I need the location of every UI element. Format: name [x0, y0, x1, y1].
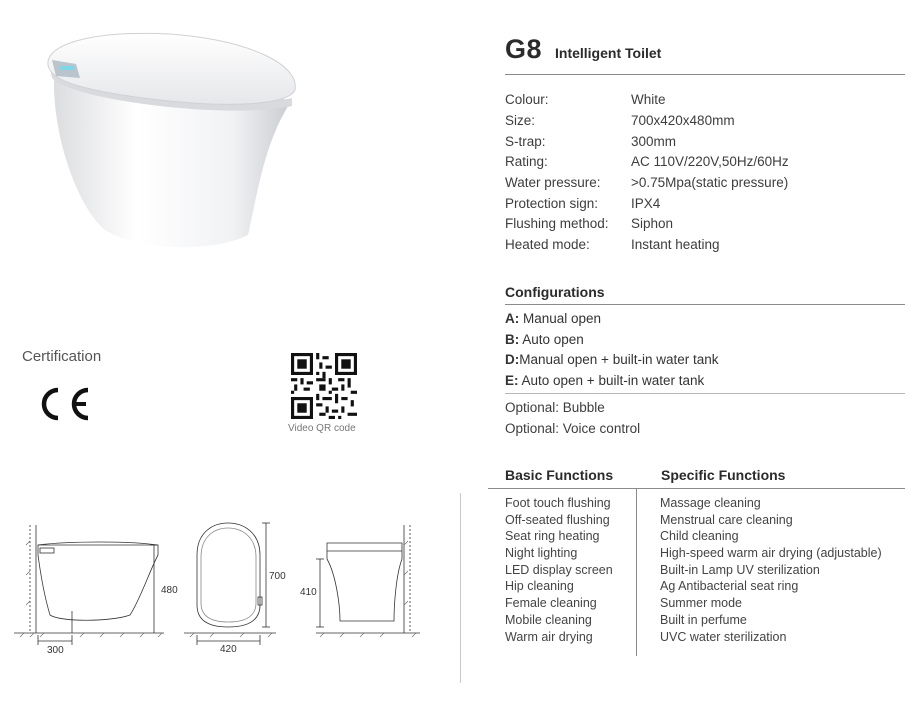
product-subtitle: Intelligent Toilet [555, 45, 662, 61]
spec-value: White [631, 92, 666, 107]
dim-side-height: 480 [161, 585, 178, 596]
list-item: Female cleaning [505, 596, 597, 611]
spec-row [505, 110, 735, 131]
list-item: Foot touch flushing [505, 496, 611, 510]
dim-side-trap: 300 [47, 645, 64, 656]
config-code: E: [505, 373, 519, 388]
config-divider [505, 393, 905, 394]
config-text: Manual open [519, 311, 602, 326]
spec-row [505, 89, 666, 110]
list-item: Summer mode [660, 596, 742, 611]
spec-row [505, 193, 660, 214]
spec-row [505, 213, 673, 234]
config-item [505, 308, 601, 329]
config-item [505, 349, 719, 370]
spec-label: Flushing method: [505, 216, 609, 231]
spec-value: Siphon [631, 216, 674, 231]
spec-row [505, 172, 788, 193]
optional-item: Optional: Voice control [505, 421, 641, 436]
configurations-heading: Configurations [505, 284, 605, 300]
list-item: Menstrual care cleaning [660, 512, 793, 527]
specific-functions-heading: Specific Functions [661, 467, 786, 483]
spec-label: Size: [505, 113, 536, 128]
config-code: B: [505, 332, 520, 347]
spec-value: AC 110V/220V,50Hz/60Hz [631, 154, 789, 169]
spec-value: IPX4 [631, 196, 661, 211]
spec-label: Rating: [505, 154, 548, 169]
side-view-drawing [14, 525, 164, 645]
functions-divider [488, 488, 905, 489]
dim-top-width: 420 [220, 644, 237, 655]
model-name: G8 [505, 34, 543, 64]
functions-column-divider [636, 488, 637, 656]
optional-item: Optional: Bubble [505, 400, 605, 415]
qr-code-icon[interactable] [291, 353, 357, 419]
spec-value: 700x420x480mm [631, 113, 735, 128]
spec-label: Heated mode: [505, 237, 590, 252]
list-item: Ag Antibacterial seat ring [660, 579, 799, 594]
product-image [30, 20, 320, 260]
list-item: Warm air drying [505, 629, 593, 644]
dimension-drawings [0, 515, 460, 665]
spec-value: >0.75Mpa(static pressure) [631, 175, 789, 190]
list-item: Child cleaning [660, 529, 739, 544]
list-item: Mobile cleaning [505, 612, 592, 627]
spec-value: 300mm [631, 134, 677, 149]
config-item [505, 329, 584, 350]
basic-functions-heading: Basic Functions [505, 467, 614, 483]
config-text: Auto open [519, 332, 584, 347]
spec-row [505, 234, 720, 255]
spec-label: Protection sign: [505, 196, 599, 211]
spec-value: Instant heating [631, 237, 720, 252]
list-item: Off-seated flushing [505, 512, 610, 527]
section-divider [460, 493, 461, 683]
configurations-divider [505, 304, 905, 305]
list-item: UVC water sterilization [660, 629, 787, 644]
config-code: A: [505, 311, 520, 326]
basic-functions-list [505, 495, 613, 645]
dim-top-length: 700 [269, 571, 286, 582]
specific-functions-list [660, 495, 882, 645]
spec-row [505, 131, 676, 152]
spec-label: Water pressure: [505, 175, 601, 190]
dim-back-height: 410 [300, 587, 317, 598]
ce-mark-icon [36, 384, 96, 424]
spec-label: Colour: [505, 92, 549, 107]
header-divider [505, 74, 905, 75]
spec-label: S-trap: [505, 134, 546, 149]
list-item: High-speed warm air drying (adjustable) [660, 546, 882, 561]
config-code: D: [505, 352, 520, 367]
list-item: Built in perfume [660, 612, 747, 627]
config-text: Auto open + built-in water tank [518, 373, 705, 388]
back-view-drawing [316, 525, 420, 633]
spec-row [505, 151, 789, 172]
list-item: Hip cleaning [505, 579, 574, 594]
top-view-drawing [184, 523, 276, 645]
config-item [505, 370, 704, 391]
config-text: Manual open + built-in water tank [519, 352, 719, 367]
qr-caption: Video QR code [288, 423, 356, 434]
list-item: Seat ring heating [505, 529, 600, 544]
list-item: Night lighting [505, 546, 578, 561]
list-item: LED display screen [505, 562, 613, 577]
list-item: Massage cleaning [660, 496, 761, 510]
certification-label: Certification [22, 348, 102, 365]
list-item: Built-in Lamp UV sterilization [660, 562, 820, 577]
